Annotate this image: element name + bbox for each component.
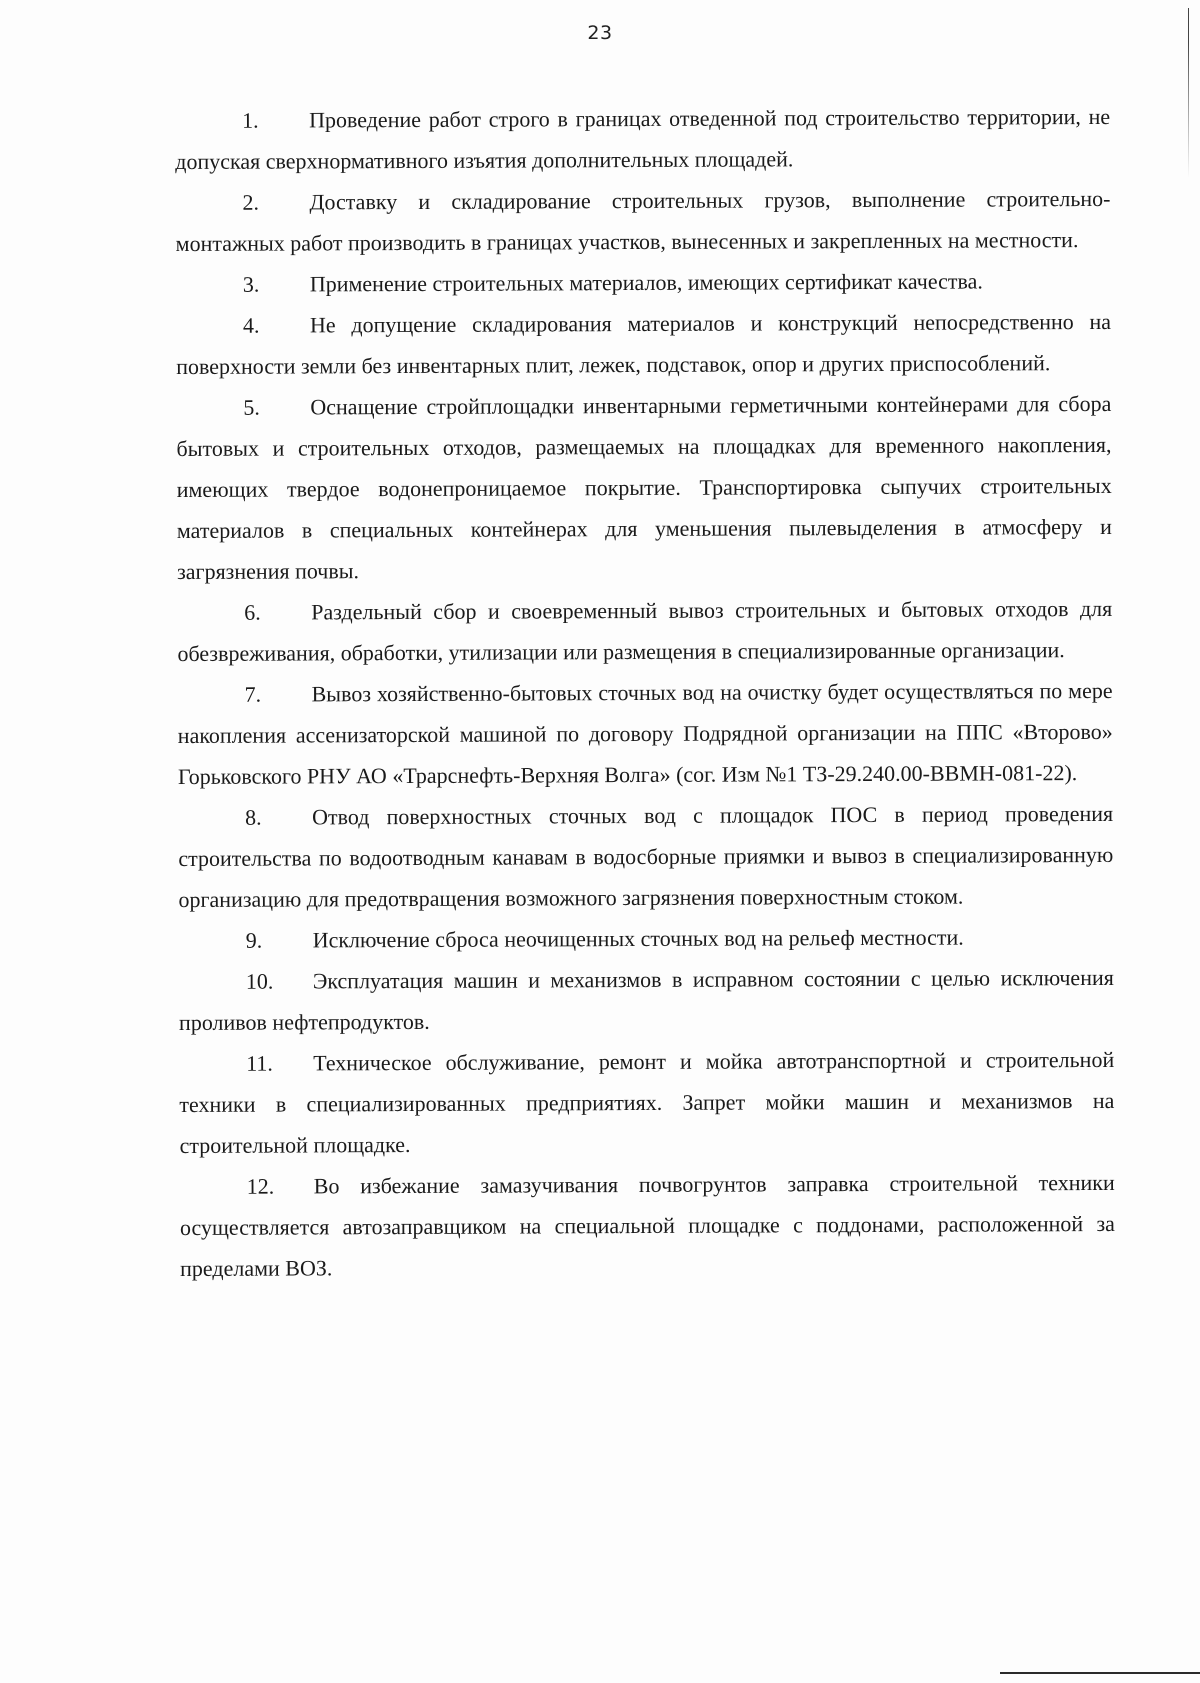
item-text: Раздельный сбор и своевременный вывоз строительных и бытовых отходов для обезвреживания, обработки, утилизации или размещения в специализированные организации. (177, 595, 1113, 666)
item-number: 5. (243, 394, 260, 420)
list-item-12 (180, 1162, 1116, 1289)
item-number: 6. (244, 599, 261, 625)
item-number: 2. (242, 189, 260, 215)
list-item-11 (179, 1039, 1115, 1166)
list-item-3 (176, 260, 1111, 305)
list-item-5 (176, 383, 1112, 592)
item-number: 11. (246, 1050, 273, 1076)
item-number: 12. (246, 1173, 275, 1199)
item-text: Доставку и складирование строительных грузов, выполнение строительно-монтажных работ производить в границах участков, вынесенных и закрепленных на местности. (175, 185, 1111, 256)
list-item-8 (178, 793, 1114, 920)
list-item-6 (177, 588, 1112, 674)
item-text: Отвод поверхностных сточных вод с площадок ПОС в период проведения строительства по водоотводным канавам в водосборные приямки и вывоз в специализированную организацию для предотвращения возможного загрязнения поверхностным стоком. (178, 800, 1114, 912)
item-number: 3. (242, 271, 260, 297)
list-item-9 (179, 916, 1114, 961)
item-text: Применение строительных материалов, имеющих сертификат качества. (309, 268, 983, 297)
scan-edge-line-bottom (1000, 1672, 1200, 1674)
item-text: Исключение сброса неочищенных сточных вод на рельеф местности. (312, 924, 964, 953)
item-text: Проведение работ строго в границах отведенной под строительство территории, не допуская сверхнормативного изъятия дополнительных площадей. (175, 103, 1111, 174)
list-item-10 (179, 957, 1114, 1043)
list-item-2 (175, 178, 1110, 264)
item-text: Оснащение стройплощадки инвентарными герметичными контейнерами для сбора бытовых и строительных отходов, размещаемых на площадках для временного накопления, имеющих твердое водонепроницаемое покрытие. Транспортировка сыпучих строительных материалов в специальных контейнерах для уменьшения пылевыделения в атмосферу и загрязнения почвы. (176, 390, 1112, 584)
list-item-7 (178, 670, 1114, 797)
scan-edge-line-right (1188, 8, 1189, 178)
item-number: 8. (245, 804, 262, 830)
page-number: 23 (587, 22, 613, 44)
item-number: 10. (245, 968, 274, 994)
item-number: 7. (244, 681, 262, 707)
item-text: Техническое обслуживание, ремонт и мойка автотранспортной и строительной техники в специализированных предприятиях. Запрет мойки машин и механизмов на строительной площадке. (179, 1046, 1115, 1158)
item-number: 4. (242, 312, 260, 338)
document-body (175, 96, 1115, 1289)
item-number: 9. (245, 927, 263, 953)
item-text: Не допущение складирования материалов и конструкций непосредственно на поверхности земли без инвентарных плит, лежек, подставок, опор и других приспособлений. (176, 308, 1112, 379)
item-text: Во избежание замазучивания почвогрунтов заправка строительной техники осуществляется автозаправщиком на специальной площадке с поддонами, расположенной за пределами ВОЗ. (179, 1169, 1115, 1281)
item-number: 1. (242, 107, 259, 133)
item-text: Эксплуатация машин и механизмов в исправном состоянии с целью исключения проливов нефтепродуктов. (178, 964, 1114, 1035)
list-item-4 (176, 301, 1111, 387)
item-text: Вывоз хозяйственно-бытовых сточных вод на очистку будет осуществляться по мере накопления ассенизаторской машиной по договору Подрядной организации на ППС «Второво» Горьковского РНУ АО «Трарснефть-Верхняя Волга» (сог. Изм №1 ТЗ-29.240.00-ВВМН-081-22). (177, 677, 1113, 789)
list-item-1 (175, 96, 1110, 182)
